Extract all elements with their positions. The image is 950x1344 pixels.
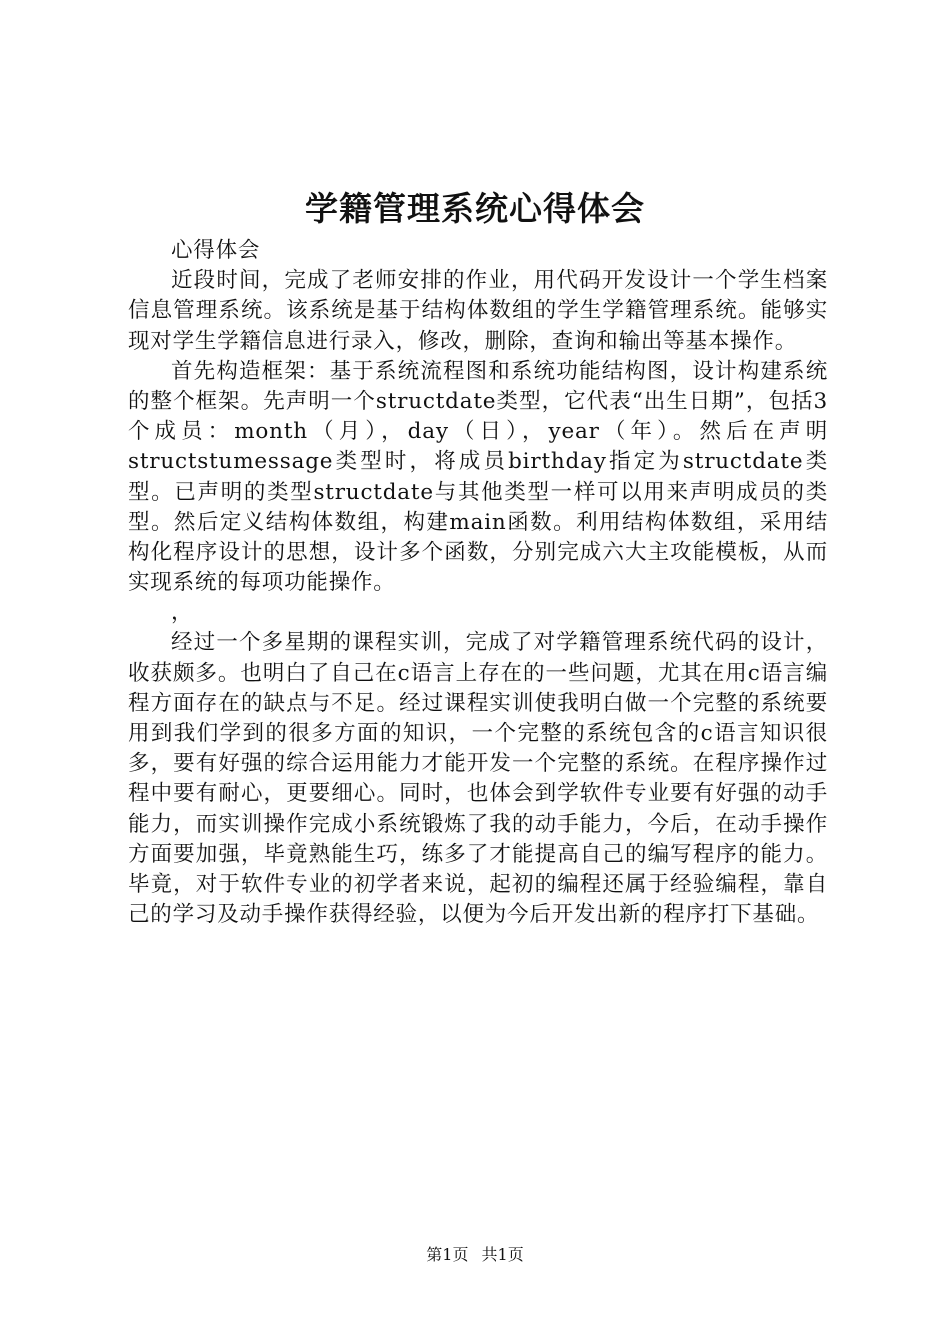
document-body: [128, 236, 828, 930]
paragraph-separator: ，: [171, 600, 194, 626]
paragraph-intro: 近段时间，完成了老师安排的作业，用代码开发设计一个学生档案信息管理系统。该系统是基于结构体数组的学生学籍管理系统。能够实现对学生学籍信息进行录入，修改，删除，查询和输出等基本操作。: [128, 268, 828, 354]
page-total: 共1页: [481, 1245, 524, 1264]
page-footer: [0, 1244, 950, 1266]
document-title: 学籍管理系统心得体会: [305, 189, 645, 228]
paragraph-reflection: 经过一个多星期的课程实训，完成了对学籍管理系统代码的设计，收获颇多。也明白了自己在c语言上存在的一些问题，尤其在用c语言编程方面存在的缺点与不足。经过课程实训使我明白做一个完整的系统要用到我们学到的很多方面的知识，一个完整的系统包含的c语言知识很多，要有好强的综合运用能力才能开发一个完整的系统。在程序操作过程中要有耐心，更要细心。同时，也体会到学软件专业要有好强的动手能力，而实训操作完成小系统锻炼了我的动手能力，今后，在动手操作方面要加强，毕竟熟能生巧，练多了才能提高自己的编写程序的能力。毕竟，对于软件专业的初学者来说，起初的编程还属于经验编程，靠自己的学习及动手操作获得经验，以便为今后开发出新的程序打下基础。: [128, 630, 828, 928]
page-number: 第1页: [426, 1245, 469, 1264]
paragraph-framework: 首先构造框架：基于系统流程图和系统功能结构图，设计构建系统的整个框架。先声明一个structdate类型，它代表“出生日期”，包括3个成员：month（月），day（日），year（年）。然后在声明structstumessage类型时，将成员birthday指定为structdate类型。已声明的类型structdate与其他类型一样可以用来声明成员的类型。然后定义结构体数组，构建main函数。利用结构体数组，采用结构化程序设计的思想，设计多个函数，分别完成六大主攻能模板，从而实现系统的每项功能操作。: [128, 358, 829, 596]
paragraph-heading: 心得体会: [171, 238, 261, 263]
